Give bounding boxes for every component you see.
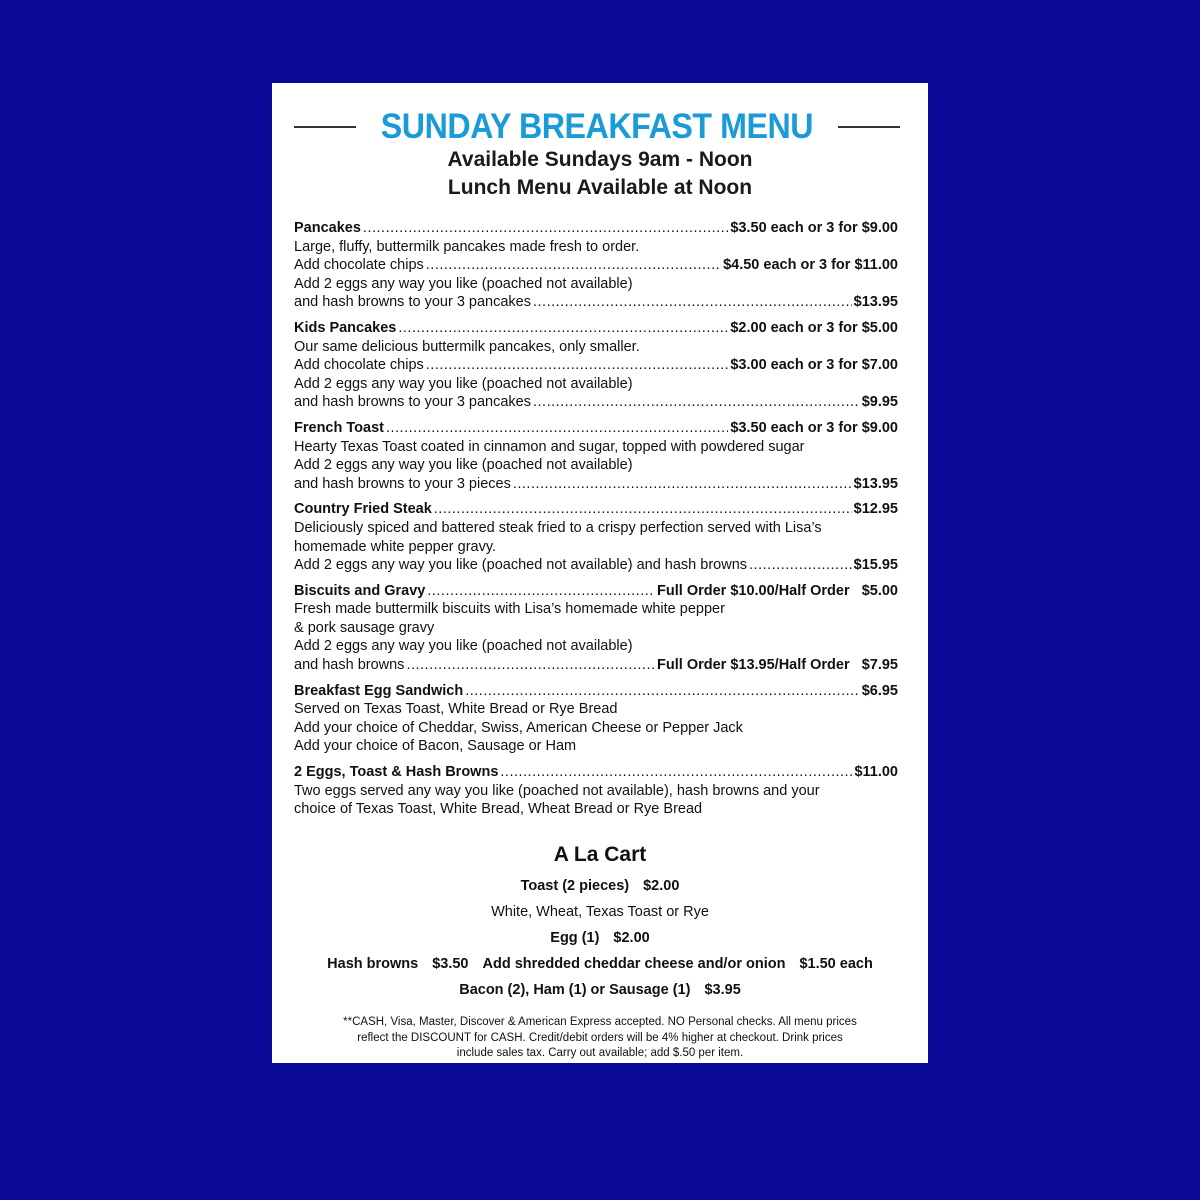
menu-item-header <box>294 319 898 338</box>
menu-items <box>294 219 898 826</box>
menu-item-name: French Toast <box>294 419 384 436</box>
toast-line <box>272 873 928 899</box>
toast-label: Toast (2 pieces) <box>520 878 630 894</box>
dot-leader <box>513 475 852 494</box>
meat-price: $3.95 <box>704 982 741 998</box>
dot-leader <box>398 319 728 338</box>
dot-leader <box>749 556 852 575</box>
title-rule-left <box>294 126 356 128</box>
dot-leader <box>427 582 655 601</box>
menu-item <box>294 500 898 574</box>
menu-title: SUNDAY BREAKFAST MENU <box>380 107 814 146</box>
menu-item-name: Biscuits and Gravy <box>294 582 426 599</box>
menu-item <box>294 682 898 756</box>
menu-item-description: Hearty Texas Toast coated in cinnamon and sugar, topped with powdered sugar <box>294 438 805 455</box>
dot-leader <box>386 419 728 438</box>
menu-item-header <box>294 219 898 238</box>
menu-item-price: $3.50 each or 3 for $9.00 <box>730 419 898 436</box>
dot-leader <box>533 293 852 312</box>
menu-item-name: Pancakes <box>294 220 361 236</box>
addon-text: and hash browns to your 3 pancakes <box>294 394 531 411</box>
menu-item-addon <box>294 293 898 312</box>
menu-item-header <box>294 419 898 438</box>
lunch-subtitle: Lunch Menu Available at Noon <box>447 176 753 199</box>
menu-item-description: Our same delicious buttermilk pancakes, only smaller. <box>294 338 640 355</box>
dot-leader <box>426 356 729 375</box>
egg-line <box>272 925 928 951</box>
menu-item-price: Full Order $10.00/Half Order $5.00 <box>657 582 898 599</box>
menu-item-description: Deliciously spiced and battered steak fried to a crispy perfection served with Lisa’s <box>294 519 822 536</box>
a-la-cart-title: A La Cart <box>553 843 647 866</box>
menu-card <box>272 83 928 1063</box>
menu-item-description: Add your choice of Bacon, Sausage or Ham <box>294 738 577 755</box>
menu-item-description: choice of Texas Toast, White Bread, Wheat Bread or Rye Bread <box>294 801 703 818</box>
menu-item-name: Country Fried Steak <box>294 501 432 518</box>
menu-item-name: Breakfast Egg Sandwich <box>294 682 464 699</box>
menu-item-description: Add 2 eggs any way you like (poached not available) <box>294 638 633 655</box>
addon-price: $15.95 <box>853 557 898 574</box>
availability-subtitle: Available Sundays 9am - Noon <box>447 148 753 171</box>
addon-price: Full Order $13.95/Half Order $7.95 <box>657 657 898 674</box>
menu-item-description: & pork sausage gravy <box>294 619 435 636</box>
menu-item-description: Two eggs served any way you like (poached not available), hash browns and your <box>294 782 820 799</box>
menu-item-description: Fresh made buttermilk biscuits with Lisa’s homemade white pepper <box>294 601 725 618</box>
toast-price: $2.00 <box>643 878 680 894</box>
footer-line: reflect the DISCOUNT for CASH. Credit/debit orders will be 4% higher at checkout. Drink prices <box>357 1031 843 1044</box>
menu-item <box>294 763 898 819</box>
menu-item-description: Large, fluffy, buttermilk pancakes made fresh to order. <box>294 238 640 255</box>
hash-browns-line <box>272 951 928 977</box>
payment-footer <box>292 1015 908 1062</box>
addon-text: and hash browns <box>294 657 405 674</box>
menu-item-price: $2.00 each or 3 for $5.00 <box>730 319 898 336</box>
menu-item-addon <box>294 556 898 575</box>
menu-item-header <box>294 582 898 601</box>
menu-item-addon <box>294 256 898 275</box>
addon-price: $1.50 each <box>799 956 873 972</box>
footer-line: include sales tax. Carry out available; add $.50 per item. <box>456 1047 744 1059</box>
hash-label: Hash browns <box>327 956 419 972</box>
meat-label: Bacon (2), Ham (1) or Sausage (1) <box>459 982 691 998</box>
menu-item-name: 2 Eggs, Toast & Hash Browns <box>294 764 499 781</box>
title-rule-right <box>838 126 900 128</box>
dot-leader <box>406 656 655 675</box>
dot-leader <box>363 219 728 238</box>
menu-item-addon <box>294 475 898 494</box>
menu-item-description: Add 2 eggs any way you like (poached not available) <box>294 275 633 292</box>
menu-item-description: Add 2 eggs any way you like (poached not available) <box>294 375 633 392</box>
meat-line <box>272 977 928 1003</box>
menu-item-addon <box>294 656 898 675</box>
addon-price: $13.95 <box>853 294 898 311</box>
menu-item-addon <box>294 393 898 412</box>
menu-item-description: homemade white pepper gravy. <box>294 538 497 555</box>
menu-item <box>294 219 898 312</box>
menu-item-description: Add 2 eggs any way you like (poached not available) <box>294 457 633 474</box>
menu-item-price: $12.95 <box>853 501 898 518</box>
a-la-cart-section <box>272 843 928 1003</box>
addon-price: $3.00 each or 3 for $7.00 <box>730 357 898 374</box>
addon-text: Add chocolate chips <box>294 257 424 274</box>
toast-options-line: White, Wheat, Texas Toast or Rye <box>491 904 709 920</box>
title-row <box>294 107 900 147</box>
addon-price: $13.95 <box>853 475 898 492</box>
menu-item-price: $3.50 each or 3 for $9.00 <box>730 220 898 236</box>
egg-price: $2.00 <box>613 930 650 946</box>
menu-item-header <box>294 682 898 701</box>
dot-leader <box>533 393 860 412</box>
dot-leader <box>434 500 852 519</box>
menu-item-addon <box>294 356 898 375</box>
addon-text: Add 2 eggs any way you like (poached not available) and hash browns <box>294 557 748 574</box>
dot-leader <box>500 763 852 782</box>
hash-price: $3.50 <box>432 956 469 972</box>
menu-item-header <box>294 500 898 519</box>
menu-item-price: $6.95 <box>861 682 898 699</box>
dot-leader <box>426 256 721 275</box>
menu-item <box>294 582 898 675</box>
dot-leader <box>465 682 859 701</box>
addon-text: and hash browns to your 3 pancakes <box>294 294 531 311</box>
menu-item <box>294 319 898 412</box>
addon-price: $4.50 each or 3 for $11.00 <box>723 257 898 274</box>
addon-text: Add chocolate chips <box>294 357 424 374</box>
footer-line: **CASH, Visa, Master, Discover & American Express accepted. NO Personal checks. All menu prices <box>343 1016 857 1028</box>
menu-item <box>294 419 898 493</box>
addon-label: Add shredded cheddar cheese and/or onion <box>482 956 786 972</box>
menu-item-price: $11.00 <box>854 764 898 781</box>
menu-item-name: Kids Pancakes <box>294 319 397 336</box>
egg-label: Egg (1) <box>550 930 600 946</box>
menu-item-description: Add your choice of Cheddar, Swiss, American Cheese or Pepper Jack <box>294 719 743 736</box>
addon-text: and hash browns to your 3 pieces <box>294 475 511 492</box>
menu-item-header <box>294 763 898 782</box>
addon-price: $9.95 <box>861 394 898 411</box>
menu-item-description: Served on Texas Toast, White Bread or Rye Bread <box>294 701 618 718</box>
